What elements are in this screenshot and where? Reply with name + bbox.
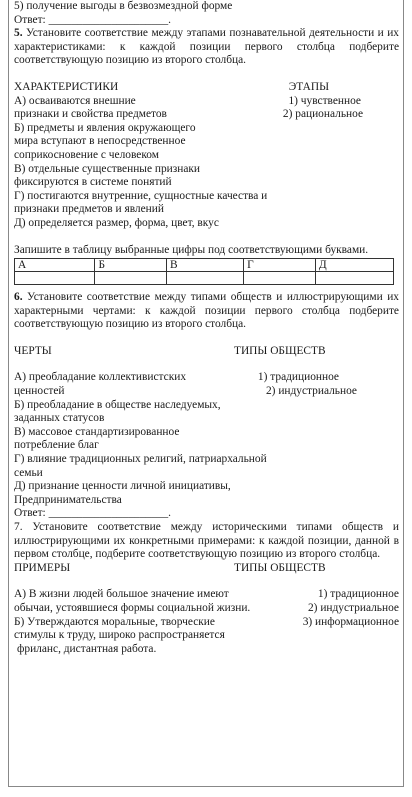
q6-row-left: Б) преобладание в обществе наследуемых, (14, 398, 221, 411)
answer-cell[interactable] (166, 272, 243, 285)
answer-cell[interactable] (315, 272, 393, 285)
q5-row (14, 95, 399, 109)
q5-row-left: признаки предметов и явлений (14, 203, 164, 216)
answer-blank: _____________________. (48, 507, 172, 520)
q6-answer-line (14, 507, 399, 521)
q6-column-headers (14, 345, 399, 359)
q6-col-right: ТИПЫ ОБЩЕСТВ (234, 344, 326, 357)
q7-row-right: 2) индустриальное (307, 601, 399, 614)
q5-row-left: В) отдельные существенные признаки (14, 162, 201, 175)
q5-row-left: признаки и свойства предметов (14, 108, 167, 121)
table-header-row (15, 259, 394, 272)
worksheet-page (8, 0, 404, 787)
q5-number: 5. (14, 27, 23, 40)
q7-row (14, 588, 399, 602)
answer-cell[interactable] (95, 272, 167, 285)
q5-row-right: 1) чувственное (288, 94, 361, 107)
q6-row-left: заданных статусов (14, 412, 105, 425)
q5-row-left: Г) постигаются внутренние, сущностные качества и (14, 189, 268, 202)
q7-col-right: ТИПЫ ОБЩЕСТВ (234, 561, 326, 574)
q6-text: Установите соответствие между типами обществ и иллюстрирующими их характерными чертами: к каждой позиции первого столбца подберите соответствующую позицию из второго столбца. (14, 291, 399, 331)
q5-row-left: Б) предметы и явления окружающего (14, 121, 196, 134)
answer-cell[interactable] (244, 272, 316, 285)
q6-col-left: ЧЕРТЫ (14, 344, 52, 357)
q7-row-left: фриланс, дистантная работа. (17, 642, 157, 655)
q7-row-left: А) В жизни людей большое значение имеют (14, 588, 229, 601)
q7-number: 7. (14, 521, 23, 533)
q6-row-left: ценностей (14, 385, 65, 398)
q7-row-left: Б) Утверждаются моральные, творческие (14, 615, 215, 628)
q5-row (14, 108, 399, 122)
q5-row-left: соприкосновение с человеком (14, 148, 159, 161)
table-header-cell: В (166, 259, 243, 272)
q6-prompt (14, 291, 399, 332)
answer-label: Ответ: (14, 13, 46, 26)
q5-row-left: А) осваиваются внешние (14, 94, 136, 107)
q6-row (14, 385, 399, 399)
q7-row (14, 602, 399, 616)
q6-row-left: семьи (14, 466, 43, 479)
q6-row-left: потребление благ (14, 439, 99, 452)
answer-cell[interactable] (15, 272, 95, 285)
q6-row-right: 1) традиционное (257, 371, 339, 384)
q5-instruction: Запишите в таблицу выбранные цифры под соответствующими буквами. (14, 243, 369, 256)
q5-row-right: 2) рациональное (282, 108, 363, 121)
table-answer-row (15, 272, 394, 285)
q7-row-left: обычаи, устоявшиеся формы социальной жизни. (14, 601, 251, 614)
q5-row-left: Д) определяется размер, форма, цвет, вкус (14, 216, 219, 229)
q4-item-5: 5) получение выгоды в безвозмездной форме (14, 0, 233, 12)
q5-rows (14, 95, 399, 231)
q6-row-left: Г) влияние традиционных религий, патриархальной (14, 453, 267, 466)
q7-col-left: ПРИМЕРЫ (14, 561, 71, 574)
table-header-cell: Д (315, 259, 393, 272)
q6-row-left: В) массовое стандартизированное (14, 425, 180, 438)
q7-column-headers (14, 562, 399, 576)
q6-number: 6. (14, 291, 23, 304)
q6-rows (14, 371, 399, 507)
q4-answer-line (14, 14, 399, 28)
q7-row (14, 616, 399, 630)
table-header-cell: Г (244, 259, 316, 272)
answer-blank: _____________________. (48, 13, 172, 26)
table-header-cell: Б (95, 259, 167, 272)
q7-row-right: 1) традиционное (317, 588, 399, 601)
q5-column-headers (14, 81, 399, 95)
q6-row-left: Д) признание ценности личной инициативы, (14, 480, 231, 493)
q6-row-right: 2) индустриальное (265, 385, 357, 398)
q6-row (14, 371, 399, 385)
q7-text: Установите соответствие между историческими типами обществ и иллюстрирующими их конкретными примерами: к каждой позиции, данной в первом столбце, подберите соответствующую позицию из второго столбца. (14, 521, 399, 561)
q5-prompt (14, 27, 399, 68)
q7-row-right: 3) информационное (302, 615, 399, 628)
q5-col-left: ХАРАКТЕРИСТИКИ (14, 80, 119, 93)
q5-answer-table (14, 258, 394, 285)
q7-rows (14, 588, 399, 656)
q5-text: Установите соответствие между этапами познавательной деятельности и их характеристиками: к каждой позиции первого столбца подберите соответствующую позицию из второго столбца. (14, 27, 399, 67)
table-header-cell: А (15, 259, 95, 272)
answer-label: Ответ: (14, 507, 46, 520)
q5-col-right: ЭТАПЫ (288, 80, 329, 93)
q5-row-left: мира вступают в непосредственное (14, 135, 186, 148)
q7-prompt (14, 521, 399, 562)
q5-row-left: фиксируются в системе понятий (14, 176, 172, 189)
q6-row-left: Предпринимательства (14, 493, 122, 506)
q6-row-left: А) преобладание коллективистских (14, 371, 187, 384)
q7-row-left: стимулы к труду, широко распространяется (14, 629, 225, 642)
